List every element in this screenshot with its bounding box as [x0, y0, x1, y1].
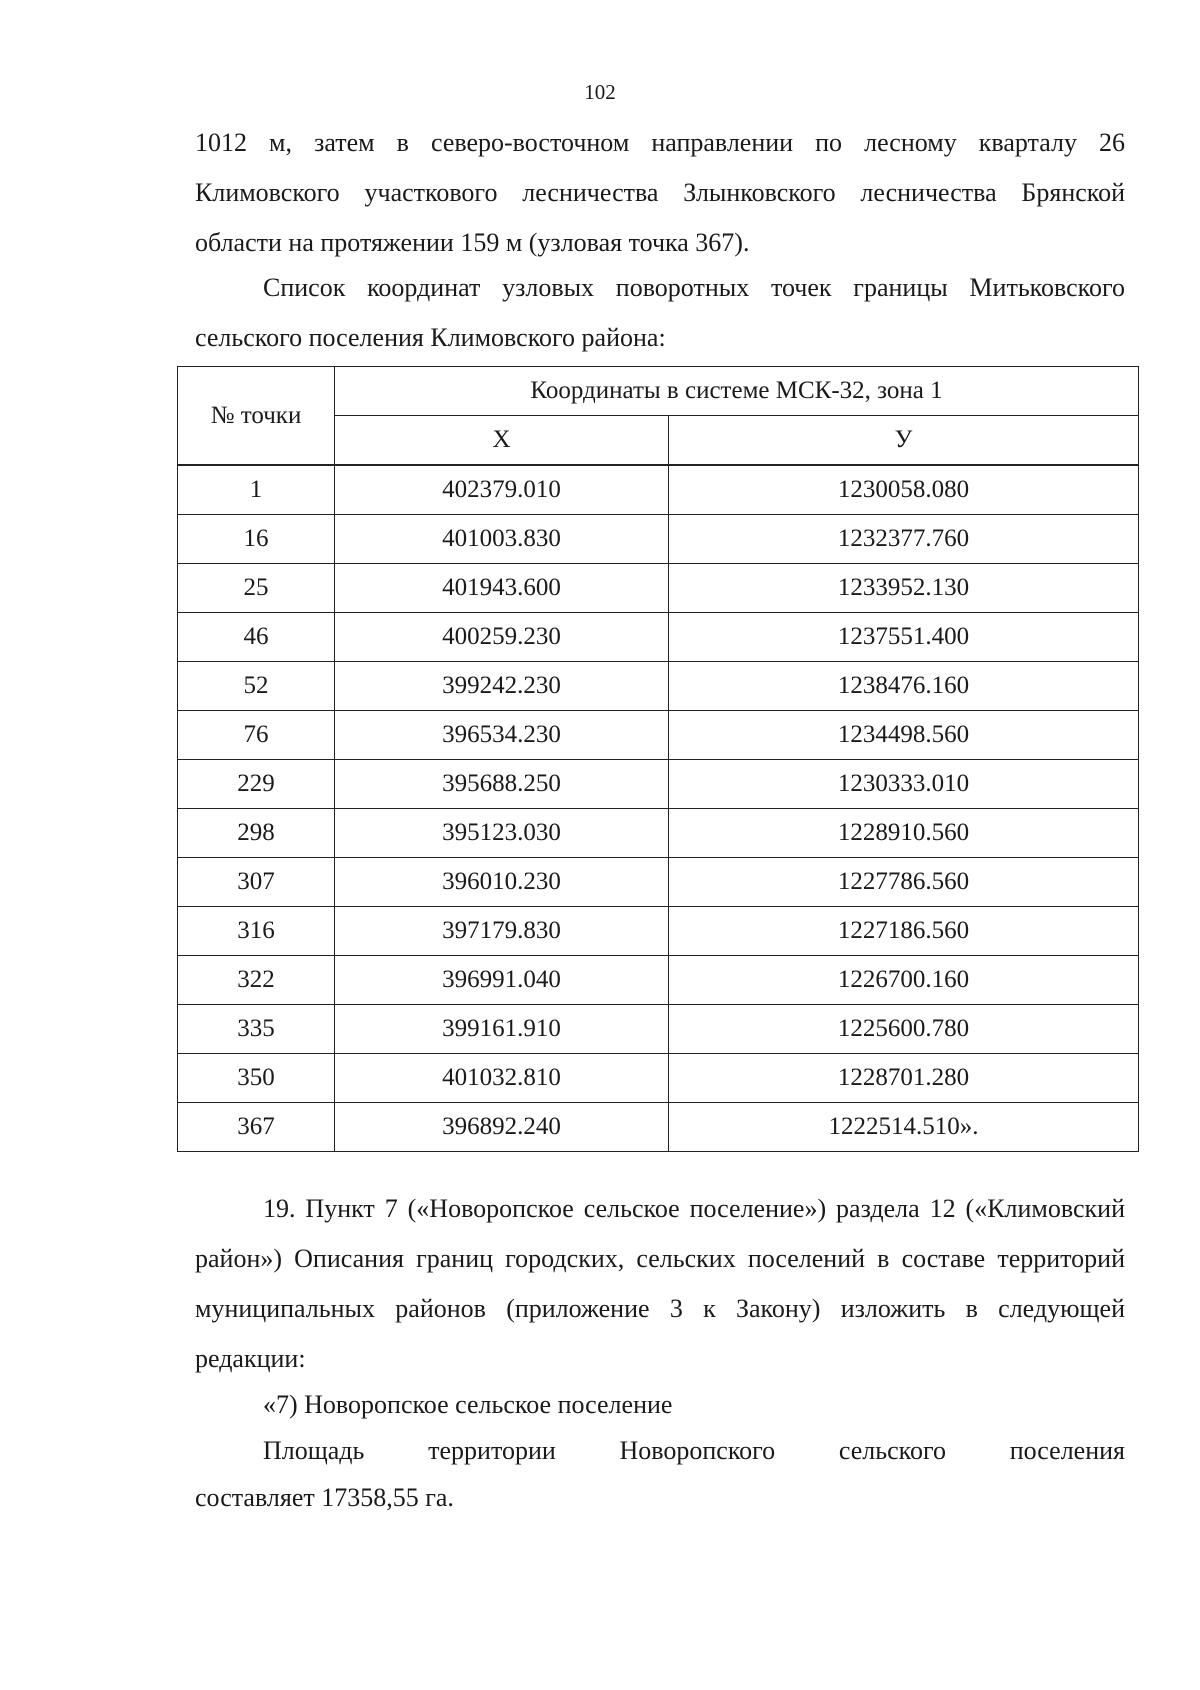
x-cell: 401003.830 — [335, 515, 669, 564]
y-cell: 1230058.080 — [669, 465, 1139, 515]
x-cell: 400259.230 — [335, 613, 669, 662]
table-row — [178, 760, 1139, 809]
table-row — [178, 564, 1139, 613]
x-cell: 397179.830 — [335, 907, 669, 956]
table-row — [178, 1103, 1139, 1152]
list-caption: Список координат узловых поворотных точек границы Митьковского сельского поселения Климовского района: — [195, 273, 1125, 352]
x-cell: 396991.040 — [335, 956, 669, 1005]
table-row — [178, 956, 1139, 1005]
point-cell: 350 — [178, 1054, 335, 1103]
column-header-point: № точки — [178, 367, 335, 466]
point-cell: 46 — [178, 613, 335, 662]
y-cell: 1233952.130 — [669, 564, 1139, 613]
x-cell: 402379.010 — [335, 465, 669, 515]
table-row — [178, 711, 1139, 760]
y-cell: 1222514.510». — [669, 1103, 1139, 1152]
y-cell: 1228701.280 — [669, 1054, 1139, 1103]
y-cell: 1228910.560 — [669, 809, 1139, 858]
point-cell: 367 — [178, 1103, 335, 1152]
point-cell: 1 — [178, 465, 335, 515]
x-cell: 396892.240 — [335, 1103, 669, 1152]
table-body — [178, 465, 1139, 1152]
x-cell: 401943.600 — [335, 564, 669, 613]
point-cell: 229 — [178, 760, 335, 809]
point-cell: 322 — [178, 956, 335, 1005]
column-header-coordinates: Координаты в системе МСК-32, зона 1 — [335, 367, 1139, 416]
x-cell: 396010.230 — [335, 858, 669, 907]
x-cell: 395123.030 — [335, 809, 669, 858]
y-cell: 1225600.780 — [669, 1005, 1139, 1054]
table-row — [178, 907, 1139, 956]
x-cell: 395688.250 — [335, 760, 669, 809]
column-header-x: Х — [335, 416, 669, 466]
point-cell: 316 — [178, 907, 335, 956]
table-row — [178, 809, 1139, 858]
table-row — [178, 858, 1139, 907]
point-cell: 25 — [178, 564, 335, 613]
column-header-y: У — [669, 416, 1139, 466]
y-cell: 1238476.160 — [669, 662, 1139, 711]
point-cell: 307 — [178, 858, 335, 907]
y-cell: 1230333.010 — [669, 760, 1139, 809]
x-cell: 399242.230 — [335, 662, 669, 711]
table-row — [178, 662, 1139, 711]
table-row — [178, 613, 1139, 662]
y-cell: 1234498.560 — [669, 711, 1139, 760]
y-cell: 1237551.400 — [669, 613, 1139, 662]
coordinates-table — [177, 366, 1139, 1152]
point-cell: 298 — [178, 809, 335, 858]
section-heading: «7) Новоропское сельское поселение — [263, 1390, 673, 1419]
point-cell: 76 — [178, 711, 335, 760]
table-row — [178, 515, 1139, 564]
table-row — [178, 1054, 1139, 1103]
table-row — [178, 1005, 1139, 1054]
area-paragraph-line-2: составляет 17358,55 га. — [195, 1483, 454, 1512]
table-row — [178, 465, 1139, 515]
y-cell: 1232377.760 — [669, 515, 1139, 564]
x-cell: 401032.810 — [335, 1054, 669, 1103]
x-cell: 399161.910 — [335, 1005, 669, 1054]
y-cell: 1227786.560 — [669, 858, 1139, 907]
page-number: 102 — [584, 80, 616, 104]
y-cell: 1226700.160 — [669, 956, 1139, 1005]
point-cell: 16 — [178, 515, 335, 564]
item-19-paragraph: 19. Пункт 7 («Новоропское сельское поселение») раздела 12 («Климовский район») Описания границ городских, сельских поселений в составе территорий муниципальных районов (приложение 3 к Закону) изложить в следующей редакции: — [195, 1194, 1125, 1373]
point-cell: 52 — [178, 662, 335, 711]
y-cell: 1227186.560 — [669, 907, 1139, 956]
x-cell: 396534.230 — [335, 711, 669, 760]
area-paragraph-line-1: Площадь территории Новоропского сельского поселения — [263, 1436, 1125, 1465]
point-cell: 335 — [178, 1005, 335, 1054]
intro-paragraph: 1012 м, затем в северо-восточном направлении по лесному кварталу 26 Климовского участкового лесничества Злынковского лесничества Брянской области на протяжении 159 м (узловая точка 367). — [195, 128, 1125, 257]
